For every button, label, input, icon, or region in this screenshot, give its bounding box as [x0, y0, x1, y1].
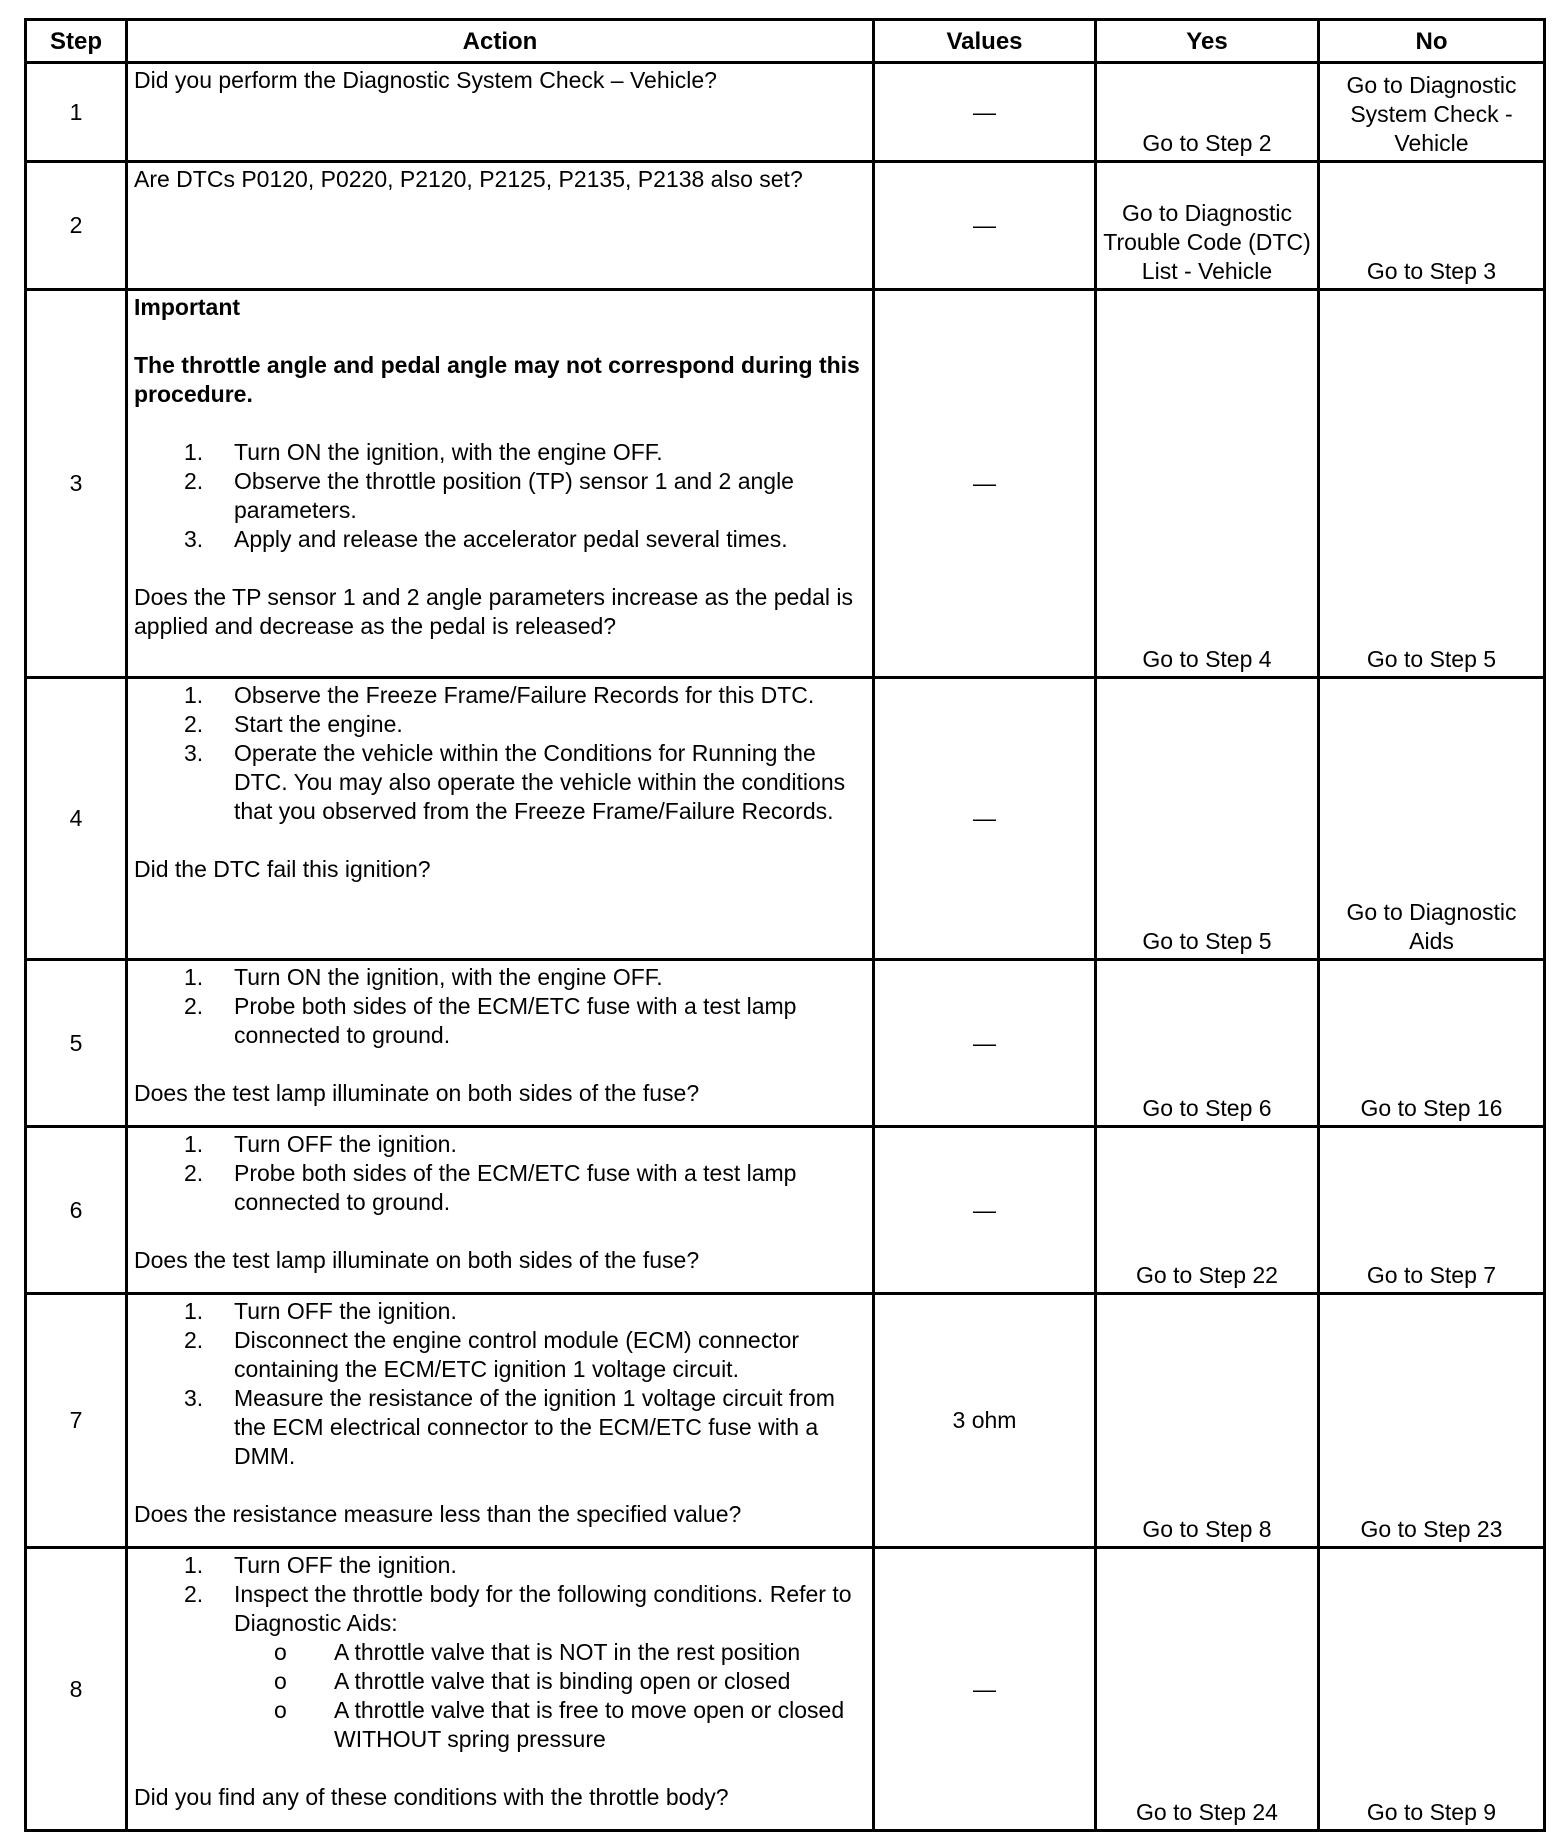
list-item: [134, 963, 866, 992]
important-note: The throttle angle and pedal angle may not correspond during this procedure.: [134, 352, 860, 407]
no-cell: Go to Diagnostic Aids: [1319, 678, 1545, 960]
table-row-step-2: [26, 162, 1545, 290]
step-number: 6: [26, 1127, 127, 1294]
no-cell: Go to Diagnostic System Check - Vehicle: [1319, 63, 1545, 162]
header-row: [26, 20, 1545, 63]
yes-cell: Go to Step 8: [1096, 1294, 1319, 1548]
item-number: 3.: [184, 740, 204, 766]
action-question: Does the test lamp illuminate on both sides of the fuse?: [134, 1080, 700, 1106]
item-text: Disconnect the engine control module (ECM) connector containing the ECM/ETC ignition 1 voltage circuit.: [234, 1327, 800, 1382]
yes-cell: Go to Step 2: [1096, 63, 1319, 162]
item-number: 2.: [184, 1327, 204, 1353]
list-item: [134, 525, 866, 554]
no-cell: Go to Step 3: [1319, 162, 1545, 290]
sub-list-item: [234, 1638, 866, 1667]
item-text: Turn ON the ignition, with the engine OFF.: [234, 964, 663, 990]
action-cell: [127, 63, 874, 162]
no-cell: Go to Step 16: [1319, 960, 1545, 1127]
item-number: 2.: [184, 1581, 204, 1607]
procedure-list: [134, 1130, 866, 1217]
item-number: 2.: [184, 711, 204, 737]
action-cell: [127, 1294, 874, 1548]
list-item: [134, 1159, 866, 1217]
yes-cell: Go to Step 6: [1096, 960, 1319, 1127]
sub-item-text: A throttle valve that is NOT in the rest position: [334, 1639, 801, 1665]
item-number: 1.: [184, 1552, 204, 1578]
list-item: [134, 1326, 866, 1384]
action-question: Did you perform the Diagnostic System Check – Vehicle?: [134, 67, 717, 93]
procedure-list: [134, 1297, 866, 1471]
procedure-list: [134, 681, 866, 826]
no-cell: Go to Step 9: [1319, 1548, 1545, 1831]
step-number: 1: [26, 63, 127, 162]
procedure-list: [134, 438, 866, 554]
action-question: Are DTCs P0120, P0220, P2120, P2125, P2135, P2138 also set?: [134, 166, 803, 192]
table-row-step-6: [26, 1127, 1545, 1294]
table-row-step-3: [26, 290, 1545, 678]
item-number: 2.: [184, 993, 204, 1019]
table-row-step-7: [26, 1294, 1545, 1548]
circle-bullet-icon: o: [274, 1668, 287, 1694]
important-label: Important: [134, 294, 241, 320]
list-item: [134, 1297, 866, 1326]
list-item: [134, 1130, 866, 1159]
step-number: 4: [26, 678, 127, 960]
header-values: Values: [874, 20, 1096, 63]
step-number: 2: [26, 162, 127, 290]
list-item: [134, 710, 866, 739]
sub-item-text: A throttle valve that is binding open or closed: [334, 1668, 791, 1694]
item-number: 1.: [184, 1131, 204, 1157]
item-text: Operate the vehicle within the Conditions for Running the DTC. You may also operate the vehicle within the conditions that you observed from the Freeze Frame/Failure Records.: [234, 740, 846, 824]
action-cell: [127, 678, 874, 960]
sub-list-item: [234, 1667, 866, 1696]
step-number: 7: [26, 1294, 127, 1548]
values-cell: —: [874, 1548, 1096, 1831]
list-item: [134, 739, 866, 826]
yes-cell: Go to Step 5: [1096, 678, 1319, 960]
item-text: Observe the throttle position (TP) sensor 1 and 2 angle parameters.: [234, 468, 794, 523]
no-cell: Go to Step 7: [1319, 1127, 1545, 1294]
item-number: 3.: [184, 526, 204, 552]
procedure-list: [134, 1551, 866, 1754]
item-number: 2.: [184, 1160, 204, 1186]
item-text: Inspect the throttle body for the following conditions. Refer to Diagnostic Aids:: [234, 1581, 852, 1636]
circle-bullet-icon: o: [274, 1639, 287, 1665]
no-cell: Go to Step 5: [1319, 290, 1545, 678]
condition-list: [234, 1638, 866, 1754]
action-question: Does the test lamp illuminate on both sides of the fuse?: [134, 1247, 700, 1273]
item-text: Observe the Freeze Frame/Failure Records for this DTC.: [234, 682, 815, 708]
item-text: Turn OFF the ignition.: [234, 1131, 457, 1157]
item-number: 1.: [184, 964, 204, 990]
header-yes: Yes: [1096, 20, 1319, 63]
list-item: [134, 438, 866, 467]
sub-list-item: [234, 1696, 866, 1754]
yes-cell: Go to Step 4: [1096, 290, 1319, 678]
action-cell: [127, 290, 874, 678]
values-cell: —: [874, 63, 1096, 162]
values-cell: —: [874, 960, 1096, 1127]
item-text: Turn ON the ignition, with the engine OFF.: [234, 439, 663, 465]
action-question: Does the resistance measure less than the specified value?: [134, 1501, 742, 1527]
values-cell: —: [874, 1127, 1096, 1294]
yes-cell: Go to Step 24: [1096, 1548, 1319, 1831]
action-cell: [127, 1548, 874, 1831]
list-item: [134, 1384, 866, 1471]
header-action: Action: [127, 20, 874, 63]
table-row-step-4: [26, 678, 1545, 960]
item-number: 1.: [184, 439, 204, 465]
list-item: [134, 467, 866, 525]
action-question: Did you find any of these conditions with the throttle body?: [134, 1784, 729, 1810]
table-row-step-5: [26, 960, 1545, 1127]
item-number: 1.: [184, 682, 204, 708]
item-text: Probe both sides of the ECM/ETC fuse with a test lamp connected to ground.: [234, 993, 797, 1048]
step-number: 3: [26, 290, 127, 678]
values-cell: —: [874, 678, 1096, 960]
action-question: Does the TP sensor 1 and 2 angle parameters increase as the pedal is applied and decrease as the pedal is released?: [134, 584, 853, 639]
list-item: [134, 992, 866, 1050]
header-no: No: [1319, 20, 1545, 63]
item-text: Start the engine.: [234, 711, 403, 737]
action-cell: [127, 960, 874, 1127]
item-text: Turn OFF the ignition.: [234, 1552, 457, 1578]
list-item: [134, 1551, 866, 1580]
procedure-list: [134, 963, 866, 1050]
yes-cell: Go to Step 22: [1096, 1127, 1319, 1294]
list-item: [134, 681, 866, 710]
item-text: Probe both sides of the ECM/ETC fuse with a test lamp connected to ground.: [234, 1160, 797, 1215]
step-number: 5: [26, 960, 127, 1127]
diagnostic-table: [24, 18, 1546, 1832]
item-number: 2.: [184, 468, 204, 494]
sub-item-text: A throttle valve that is free to move open or closed WITHOUT spring pressure: [334, 1697, 845, 1752]
item-text: Apply and release the accelerator pedal several times.: [234, 526, 788, 552]
step-number: 8: [26, 1548, 127, 1831]
item-text: Measure the resistance of the ignition 1 voltage circuit from the ECM electrical connector to the ECM/ETC fuse with a DMM.: [234, 1385, 835, 1469]
values-cell: 3 ohm: [874, 1294, 1096, 1548]
circle-bullet-icon: o: [274, 1697, 287, 1723]
table-row-step-1: [26, 63, 1545, 162]
header-step: Step: [26, 20, 127, 63]
item-number: 3.: [184, 1385, 204, 1411]
item-number: 1.: [184, 1298, 204, 1324]
no-cell: Go to Step 23: [1319, 1294, 1545, 1548]
action-cell: [127, 162, 874, 290]
values-cell: —: [874, 162, 1096, 290]
action-question: Did the DTC fail this ignition?: [134, 856, 431, 882]
yes-cell: Go to Diagnostic Trouble Code (DTC) List - Vehicle: [1096, 162, 1319, 290]
values-cell: —: [874, 290, 1096, 678]
item-text: Turn OFF the ignition.: [234, 1298, 457, 1324]
table-row-step-8: [26, 1548, 1545, 1831]
action-cell: [127, 1127, 874, 1294]
list-item: [134, 1580, 866, 1754]
